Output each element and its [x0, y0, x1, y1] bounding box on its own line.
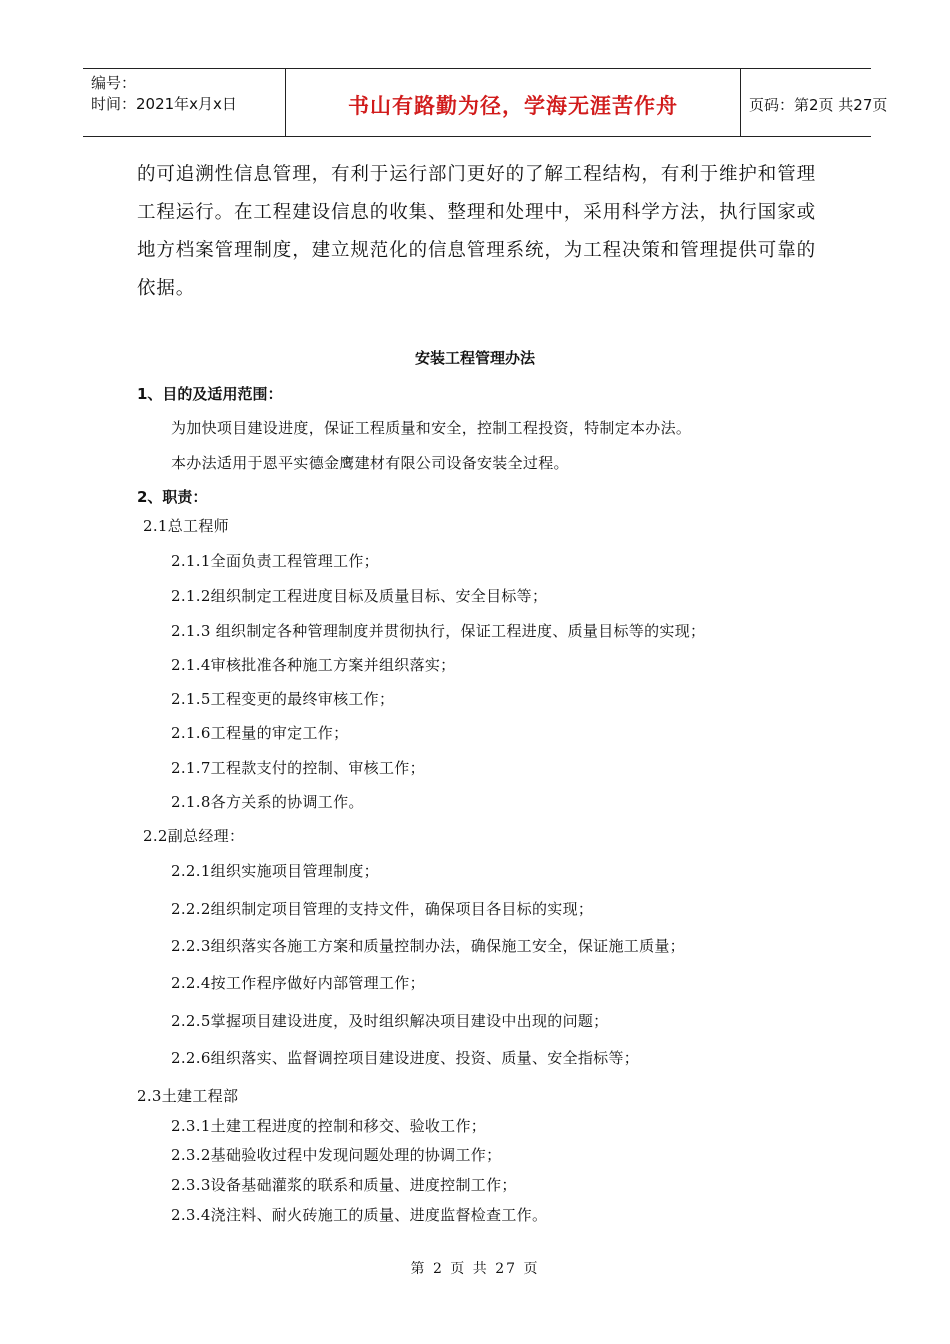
list-item: 2.3.3设备基础灌浆的联系和质量、进度控制工作；	[171, 1176, 517, 1194]
list-item: 2.2.3组织落实各施工方案和质量控制办法，确保施工安全，保证施工质量；	[171, 937, 685, 955]
section-1-line: 本办法适用于恩平实德金鹰建材有限公司设备安装全过程。	[171, 454, 569, 472]
document-date-label: 时间：2021年x月x日	[91, 95, 237, 113]
header-page-number: 页码：第2页 共27页	[749, 96, 888, 114]
intro-paragraph: 的可追溯性信息管理，有利于运行部门更好的了解工程结构，有利于维护和管理工程运行。在工程建设信息的收集、整理和处理中，采用科学方法，执行国家或地方档案管理制度，建立规范化的信息管理系统，为工程决策和管理提供可靠的依据。	[137, 164, 817, 299]
header-motto: 书山有路勤为径，学海无涯苦作舟	[348, 94, 678, 118]
list-item: 2.3.1土建工程进度的控制和移交、验收工作；	[171, 1117, 487, 1135]
list-item: 2.2.6组织落实、监督调控项目建设进度、投资、质量、安全指标等；	[171, 1049, 640, 1067]
page-header	[83, 68, 888, 137]
list-item: 2.1.6工程量的审定工作；	[171, 724, 349, 742]
section-2-heading: 2、职责：	[137, 488, 208, 506]
header-left-cell	[83, 69, 285, 136]
section-1-heading: 1、目的及适用范围：	[137, 385, 283, 403]
list-item: 2.1.4审核批准各种施工方案并组织落实；	[171, 656, 456, 674]
page-footer: 第 2 页 共 27 页	[410, 1261, 540, 1277]
list-item: 2.3.4浇注料、耐火砖施工的质量、进度监督检查工作。	[171, 1206, 548, 1224]
page-title: 安装工程管理办法	[414, 349, 535, 367]
list-item: 2.2.4按工作程序做好内部管理工作；	[171, 974, 425, 992]
list-item: 2.2.5掌握项目建设进度，及时组织解决项目建设中出现的问题；	[171, 1012, 609, 1030]
list-item: 2.1.1全面负责工程管理工作；	[171, 552, 379, 570]
subsection-2-1-heading: 2.1总工程师	[143, 517, 229, 535]
list-item: 2.1.8各方关系的协调工作。	[171, 793, 364, 811]
subsection-2-2-heading: 2.2副总经理：	[143, 827, 245, 845]
section-1-line: 为加快项目建设进度，保证工程质量和安全，控制工程投资，特制定本办法。	[171, 419, 692, 437]
list-item: 2.1.7工程款支付的控制、审核工作；	[171, 759, 425, 777]
list-item: 2.1.5工程变更的最终审核工作；	[171, 690, 395, 708]
header-page-cell	[740, 69, 888, 136]
list-item: 2.3.2基础验收过程中发现问题处理的协调工作；	[171, 1146, 502, 1164]
list-item: 2.1.3 组织制定各种管理制度并贯彻执行，保证工程进度、质量目标等的实现；	[171, 622, 706, 640]
list-item: 2.2.1组织实施项目管理制度；	[171, 862, 379, 880]
document-number-label: 编号：	[91, 74, 137, 92]
subsection-2-3-heading: 2.3土建工程部	[137, 1087, 239, 1105]
header-motto-cell	[285, 69, 741, 136]
list-item: 2.1.2组织制定工程进度目标及质量目标、安全目标等；	[171, 587, 548, 605]
list-item: 2.2.2组织制定项目管理的支持文件，确保项目各目标的实现；	[171, 900, 594, 918]
